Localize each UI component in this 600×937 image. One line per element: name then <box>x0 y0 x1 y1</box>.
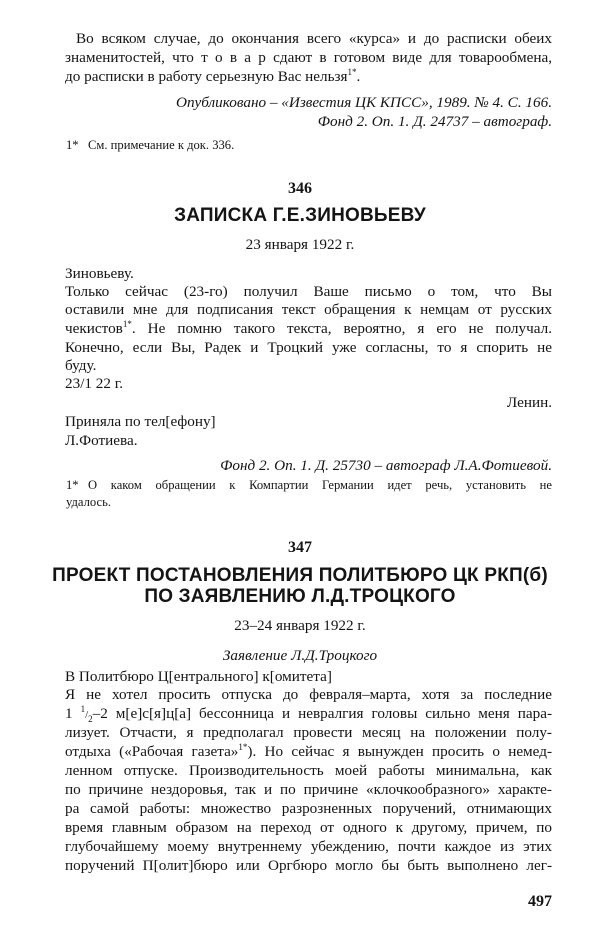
addressee: В Политбюро Ц[ентрального] к[омитета] <box>65 668 332 685</box>
footnote-ref: 1* <box>347 67 357 77</box>
footnote-ref: 1* <box>238 742 248 752</box>
document-subtitle: Заявление Л.Д.Троцкого <box>222 647 378 664</box>
body-line: по причине нездоровья, так и по причине «клочкообразного» характе- <box>65 781 552 798</box>
footnote-mark: 1* <box>66 138 79 152</box>
body-line: Я не хотел просить отпуска до февраля–марта, хотя за последние <box>65 686 552 703</box>
document-title: ПО ЗАЯВЛЕНИЮ Л.Д.ТРОЦКОГО <box>144 586 456 607</box>
fraction-denominator: 2 <box>88 714 93 725</box>
document-title: ЗАПИСКА Г.Е.ЗИНОВЬЕВУ <box>174 205 426 226</box>
body-line: ра самой работы: множество разрозненных поручений, отнимающих <box>65 800 552 817</box>
page-number: 497 <box>528 893 552 910</box>
body-line: глубочайшему моему внутреннему убеждению, почти каждое из этих <box>65 838 552 855</box>
signature: Ленин. <box>506 394 552 411</box>
archive-reference: Фонд 2. Оп. 1. Д. 25730 – автограф Л.А.Фотиевой. <box>220 457 552 474</box>
received-note: Приняла по тел[ефону] <box>65 413 216 430</box>
body-line: ленном отпуске. Производительность моей работы минимальна, как <box>65 762 552 779</box>
body-line: чекистов$^{1*}$. Не помню такого текста, вероятно, я его не получал. <box>65 319 552 337</box>
footnote-text: удалось. <box>66 495 111 509</box>
body-line: отдыха («Рабочая газета»$^{1*}$). Но сейчас я вынужден просить о немед- <box>65 742 552 760</box>
footnote-text: См. примечание к док. 336. <box>88 138 235 152</box>
body-line: лизует. Отчасти, я предполагал провести месяц на положении полу- <box>65 724 552 741</box>
top-paragraph-line-2: знаменитостей, что т о в а р сдают в готовом виде для товарообмена, <box>65 49 552 66</box>
footnote-text: О каком обращении к Компартии Германии идет речь, установить не <box>88 478 552 492</box>
document-number: 347 <box>288 539 312 556</box>
top-paragraph-line-1: Во всяком случае, до окончания всего «курса» и до расписки обеих <box>76 30 552 47</box>
footnote-mark: 1* <box>66 478 79 492</box>
body-line: время главным образом на переход от одного к другому, причем, по <box>65 819 552 836</box>
body-line: Конечно, если Вы, Радек и Троцкий уже согласны, то я спорить не <box>65 339 552 356</box>
publication-reference: Опубликовано – «Известия ЦК КПСС», 1989. № 4. С. 166. <box>175 94 552 111</box>
document-date: 23 января 1922 г. <box>245 236 355 253</box>
document-title: ПРОЕКТ ПОСТАНОВЛЕНИЯ ПОЛИТБЮРО ЦК РКП(б) <box>52 565 548 586</box>
fraction-numerator: 1 <box>80 704 86 714</box>
body-line: оставили мне для подписания текст обращения к немцам от русских <box>65 301 552 318</box>
top-paragraph-line-3: до расписки в работу серьезную Вас нельзя$^{1*}$. <box>65 67 361 85</box>
body-line: Только сейчас (23-го) получил Ваше письмо о том, что Вы <box>65 283 552 300</box>
body-line: 1 $^1/_2-2$ м[е]с[я]ц[а] бессонница и невралгия головы сильно меня пара- <box>65 704 552 725</box>
body-line: поручений П[олит]бюро или Оргбюро могло бы быть выполнено лег- <box>65 857 552 874</box>
document-number: 346 <box>288 180 312 197</box>
archive-reference: Фонд 2. Оп. 1. Д. 24737 – автограф. <box>317 113 552 130</box>
received-name: Л.Фотиева. <box>65 432 138 449</box>
document-date: 23–24 января 1922 г. <box>234 617 366 634</box>
addressee: Зиновьеву. <box>65 265 134 282</box>
footnote-ref: 1* <box>122 319 132 329</box>
letter-date: 23/1 22 г. <box>65 375 124 392</box>
body-line: буду. <box>65 357 97 374</box>
